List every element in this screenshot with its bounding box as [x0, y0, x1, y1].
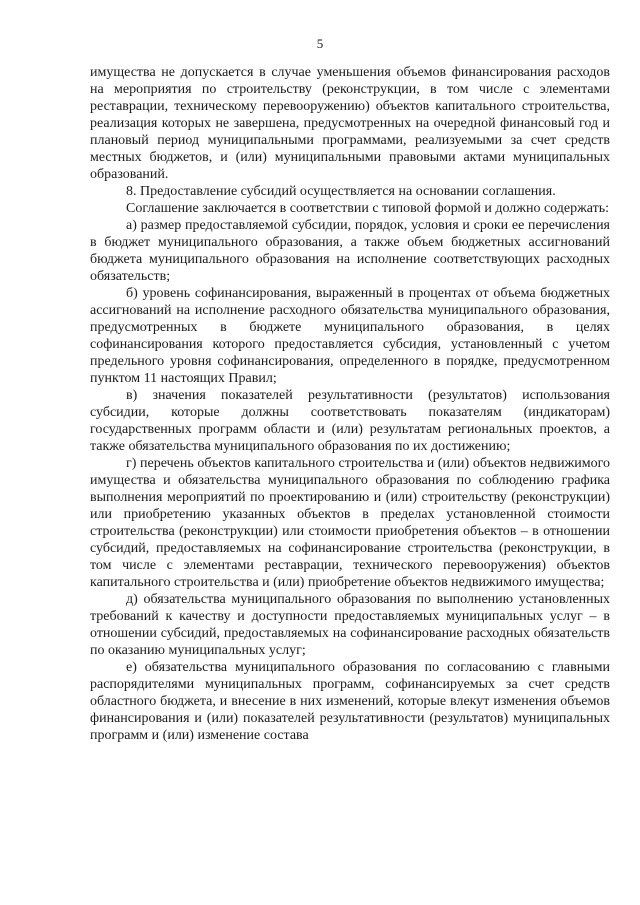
document-body [90, 64, 610, 744]
paragraph-subitem-e: е) обязательства муниципального образования по согласованию с главными распорядителями муниципальных программ, софинансируемых за счет средств областного бюджета, и внесение в них изменений, которые влекут изменения объемов финансирования и (или) показателей результативности (результатов) муниципальных программ и (или) изменение состава [90, 660, 610, 743]
paragraph-agreement-intro: Соглашение заключается в соответствии с типовой формой и должно содержать: [126, 201, 610, 216]
paragraph-subitem-b: б) уровень софинансирования, выраженный в процентах от объема бюджетных ассигнований на исполнение расходного обязательства муниципального образования, предусмотренных в бюджете муниципального образования, в целях софинансирования которого предоставляется субсидия, установленный с учетом предельного уровня софинансирования, определенного в порядке, предусмотренном пунктом 11 настоящих Правил; [90, 286, 610, 386]
paragraph-continuation: имущества не допускается в случае уменьшения объемов финансирования расходов на мероприятия по строительству (реконструкции, в том числе с элементами реставрации, техническому перевооружению) объектов капитального строительства, реализация которых не завершена, предусмотренных на очередной финансовый год и плановый период муниципальными программами, реализуемыми за счет средств местных бюджетов, и (или) муниципальными правовыми актами муниципальных образований. [90, 65, 610, 182]
paragraph-subitem-d: д) обязательства муниципального образования по выполнению установленных требований к качеству и доступности предоставляемых муниципальных услуг – в отношении субсидий, предоставляемых на софинансирование расходных обязательств по оказанию муниципальных услуг; [90, 592, 610, 658]
paragraph-subitem-a: а) размер предоставляемой субсидии, порядок, условия и сроки ее перечисления в бюджет муниципального образования, а также объем бюджетных ассигнований бюджета муниципального образования на исполнение соответствующих расходных обязательств; [90, 218, 610, 284]
paragraph-subitem-g: г) перечень объектов капитального строительства и (или) объектов недвижимого имущества и обязательства муниципального образования по соблюдению графика выполнения мероприятий по проектированию и (или) строительству (реконструкции) или приобретению указанных объектов в пределах установленной стоимости строительства (реконструкции) или стоимости приобретения объектов – в отношении субсидий, предоставляемых на софинансирование строительства (реконструкции, в том числе с элементами реставрации, технического перевооружения) объектов капитального строительства и (или) приобретение объектов недвижимого имущества; [90, 456, 610, 590]
paragraph-subitem-v: в) значения показателей результативности (результатов) использования субсидии, которые должны соответствовать показателям (индикаторам) государственных программ области и (или) результатам региональных проектов, а также обязательства муниципального образования по их достижению; [90, 388, 610, 454]
page-number: 5 [316, 36, 324, 51]
paragraph-item-8: 8. Предоставление субсидий осуществляется на основании соглашения. [126, 184, 556, 199]
